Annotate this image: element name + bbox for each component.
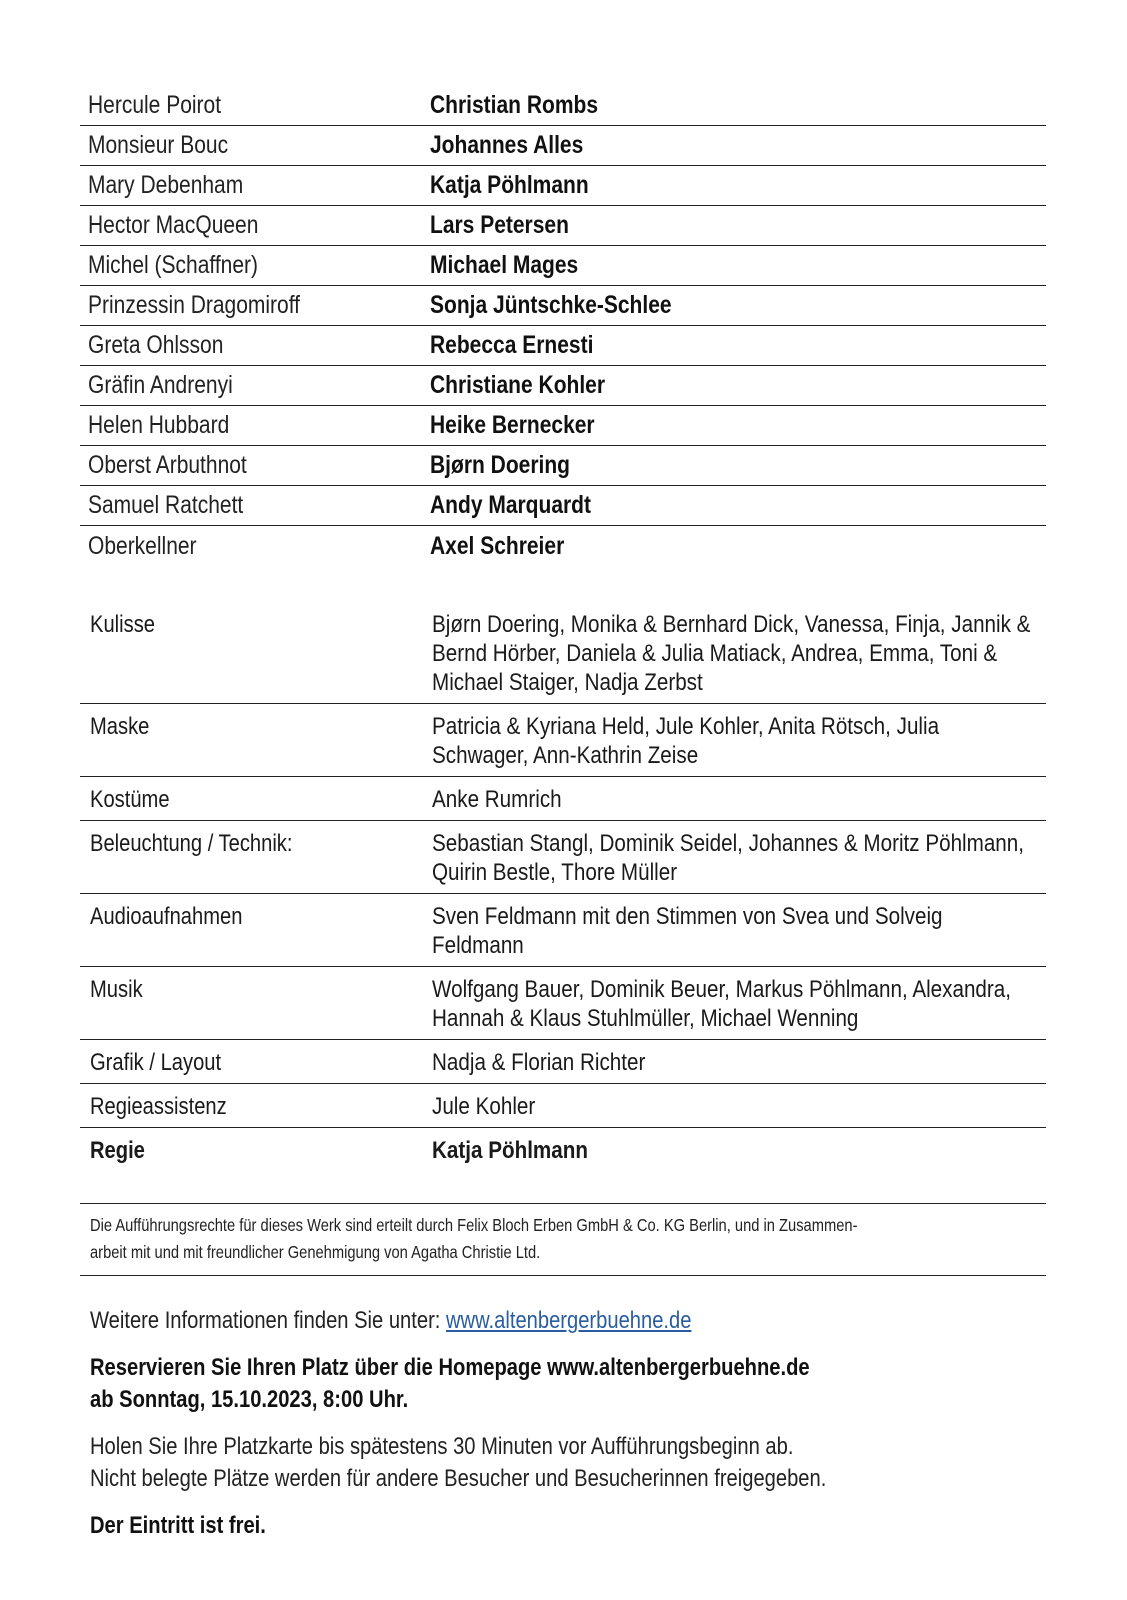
cast-role: Samuel Ratchett — [88, 491, 244, 519]
more-info-text — [90, 1305, 691, 1337]
crew-row — [80, 894, 1046, 967]
crew-value: Sven Feldmann mit den Stimmen von Svea und Solveig Feldmann — [432, 903, 943, 959]
crew-value: Katja Pöhlmann — [432, 1137, 588, 1164]
info-section — [90, 1305, 1030, 1542]
cast-actor: Michael Mages — [430, 251, 579, 279]
cast-row — [80, 486, 1046, 526]
cast-row — [80, 246, 1046, 286]
cast-row — [80, 526, 1046, 566]
rights-line: arbeit mit und mit freundlicher Genehmigung von Agatha Christie Ltd. — [90, 1242, 541, 1262]
cast-table — [80, 86, 1046, 566]
crew-row — [80, 704, 1046, 777]
crew-row — [80, 967, 1046, 1040]
crew-label: Kulisse — [90, 611, 155, 638]
crew-row-director — [80, 1128, 1046, 1171]
crew-label: Audioaufnahmen — [90, 903, 243, 930]
cast-role: Prinzessin Dragomiroff — [88, 291, 301, 319]
crew-value: Bjørn Doering, Monika & Bernhard Dick, Vanessa, Finja, Jannik & Bernd Hörber, Daniela & Julia Matiack, Andrea, Emma, Toni & Michael Staiger, Nadja Zerbst — [432, 611, 1031, 696]
cast-role: Oberst Arbuthnot — [88, 451, 247, 479]
rights-line: Die Aufführungsrechte für dieses Werk sind erteilt durch Felix Bloch Erben GmbH & Co. KG Berlin, und in Zusammen- — [90, 1215, 858, 1235]
cast-role: Hector MacQueen — [88, 211, 259, 239]
crew-label: Maske — [90, 713, 150, 740]
cast-role: Helen Hubbard — [88, 411, 230, 439]
cast-actor: Heike Bernecker — [430, 411, 595, 439]
more-info-prefix: Weitere Informationen finden Sie unter: — [90, 1307, 446, 1334]
crew-label: Regie — [90, 1137, 145, 1164]
rights-notice — [80, 1203, 1046, 1276]
reservation-line: Reservieren Sie Ihren Platz über die Homepage www.altenbergerbuehne.de — [90, 1354, 810, 1381]
crew-table — [80, 602, 1046, 1171]
cast-actor: Bjørn Doering — [430, 451, 571, 479]
cast-actor: Christian Rombs — [430, 91, 599, 119]
crew-value: Sebastian Stangl, Dominik Seidel, Johannes & Moritz Pöhlmann, Quirin Bestle, Thore Müller — [432, 830, 1025, 886]
cast-actor: Lars Petersen — [430, 211, 569, 239]
crew-label: Kostüme — [90, 786, 170, 813]
cast-actor: Rebecca Ernesti — [430, 331, 594, 359]
crew-label: Musik — [90, 976, 143, 1003]
crew-label: Regieassistenz — [90, 1093, 227, 1120]
cast-role: Mary Debenham — [88, 171, 244, 199]
crew-value: Patricia & Kyriana Held, Jule Kohler, Anita Rötsch, Julia Schwager, Ann-Kathrin Zeise — [432, 713, 940, 769]
pickup-line: Nicht belegte Plätze werden für andere Besucher und Besucherinnen freigegeben. — [90, 1465, 827, 1492]
free-entry-text: Der Eintritt ist frei. — [90, 1512, 266, 1539]
cast-role: Gräfin Andrenyi — [88, 371, 233, 399]
website-link[interactable]: www.altenbergerbuehne.de — [445, 1307, 692, 1334]
cast-row — [80, 86, 1046, 126]
cast-row — [80, 206, 1046, 246]
crew-label: Beleuchtung / Technik: — [90, 830, 293, 857]
crew-value: Anke Rumrich — [432, 786, 562, 813]
crew-value: Jule Kohler — [432, 1093, 536, 1120]
cast-row — [80, 406, 1046, 446]
cast-role: Monsieur Bouc — [88, 131, 229, 159]
cast-actor: Sonja Jüntschke-Schlee — [430, 291, 672, 319]
cast-row — [80, 326, 1046, 366]
cast-row — [80, 166, 1046, 206]
cast-actor: Katja Pöhlmann — [430, 171, 589, 199]
cast-actor: Christiane Kohler — [430, 371, 606, 399]
cast-actor: Andy Marquardt — [430, 491, 592, 519]
cast-row — [80, 446, 1046, 486]
cast-row — [80, 126, 1046, 166]
cast-row — [80, 366, 1046, 406]
crew-label: Grafik / Layout — [90, 1049, 222, 1076]
cast-role: Greta Ohlsson — [88, 331, 224, 359]
cast-role: Michel (Schaffner) — [88, 251, 259, 279]
crew-row — [80, 1040, 1046, 1084]
crew-row — [80, 777, 1046, 821]
cast-row — [80, 286, 1046, 326]
reservation-line: ab Sonntag, 15.10.2023, 8:00 Uhr. — [90, 1386, 409, 1413]
crew-row — [80, 1084, 1046, 1128]
crew-value: Nadja & Florian Richter — [432, 1049, 646, 1076]
cast-role: Oberkellner — [88, 531, 197, 560]
cast-actor: Axel Schreier — [430, 531, 565, 560]
crew-row — [80, 602, 1046, 704]
cast-role: Hercule Poirot — [88, 91, 222, 119]
crew-value: Wolfgang Bauer, Dominik Beuer, Markus Pöhlmann, Alexandra, Hannah & Klaus Stuhlmüller, Michael Wenning — [432, 976, 1012, 1032]
crew-row — [80, 821, 1046, 894]
pickup-line: Holen Sie Ihre Platzkarte bis spätestens 30 Minuten vor Aufführungsbeginn ab. — [90, 1433, 794, 1460]
cast-actor: Johannes Alles — [430, 131, 584, 159]
